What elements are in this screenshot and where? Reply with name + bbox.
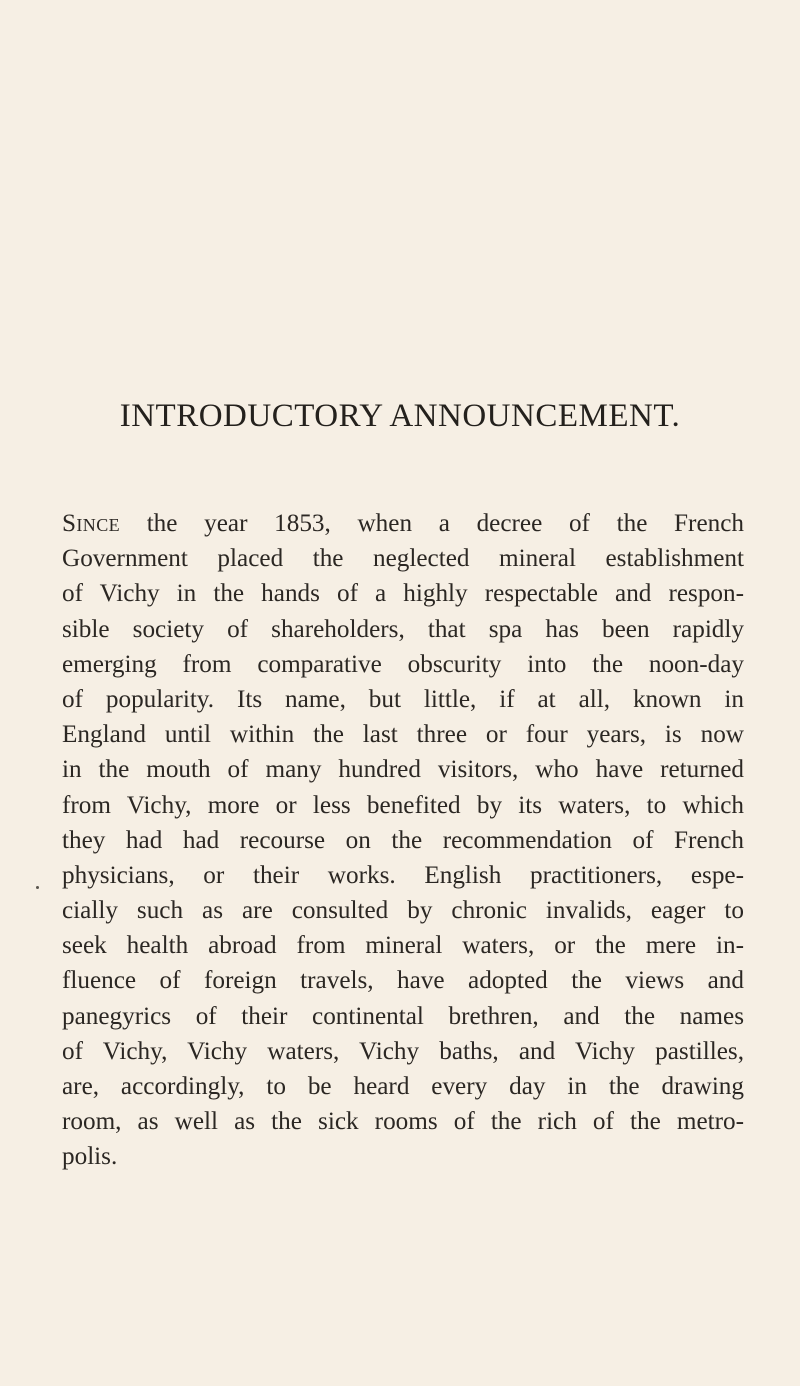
paragraph-line: of popularity. Its name, but little, if at all, known in [62,685,744,713]
paper-speck [36,886,39,889]
paragraph-line: are, accordingly, to be heard every day in the drawing [62,1073,744,1100]
paragraph-lead-word: Since [62,510,121,537]
paragraph-line: in the mouth of many hundred visitors, who have returned [62,756,744,784]
paragraph-line: seek health abroad from mineral waters, or the mere in- [62,932,744,960]
page-title: INTRODUCTORY ANNOUNCEMENT. [119,398,681,434]
paragraph-line: emerging from comparative obscurity into the noon-day [62,650,744,678]
paragraph-line: of Vichy, Vichy waters, Vichy baths, and Vichy pastilles, [62,1037,744,1065]
paragraph-line: they had had recourse on the recommendation of French [62,826,744,854]
paragraph-line: room, as well as the sick rooms of the rich of the metro- [62,1108,744,1136]
paragraph-line: panegyrics of their continental brethren, and the names [62,1002,744,1030]
body-paragraph [62,506,744,1175]
paragraph-line: physicians, or their works. English practitioners, espe- [62,861,744,889]
paragraph-line: sible society of shareholders, that spa has been rapidly [62,615,744,643]
paragraph-line [62,506,744,541]
paragraph-line: fluence of foreign travels, have adopted the views and [62,967,744,995]
paragraph-line: Government placed the neglected mineral establishment [62,545,744,573]
paragraph-line: from Vichy, more or less benefited by its waters, to which [62,791,744,819]
paragraph-line-text: the year 1853, when a decree of the French [120,510,744,537]
paragraph-line: of Vichy in the hands of a highly respectable and respon- [62,580,744,608]
paragraph-line: England until within the last three or four years, is now [62,721,744,749]
paragraph-line: polis. [62,1143,118,1171]
paragraph-line: cially such as are consulted by chronic invalids, eager to [62,897,744,925]
